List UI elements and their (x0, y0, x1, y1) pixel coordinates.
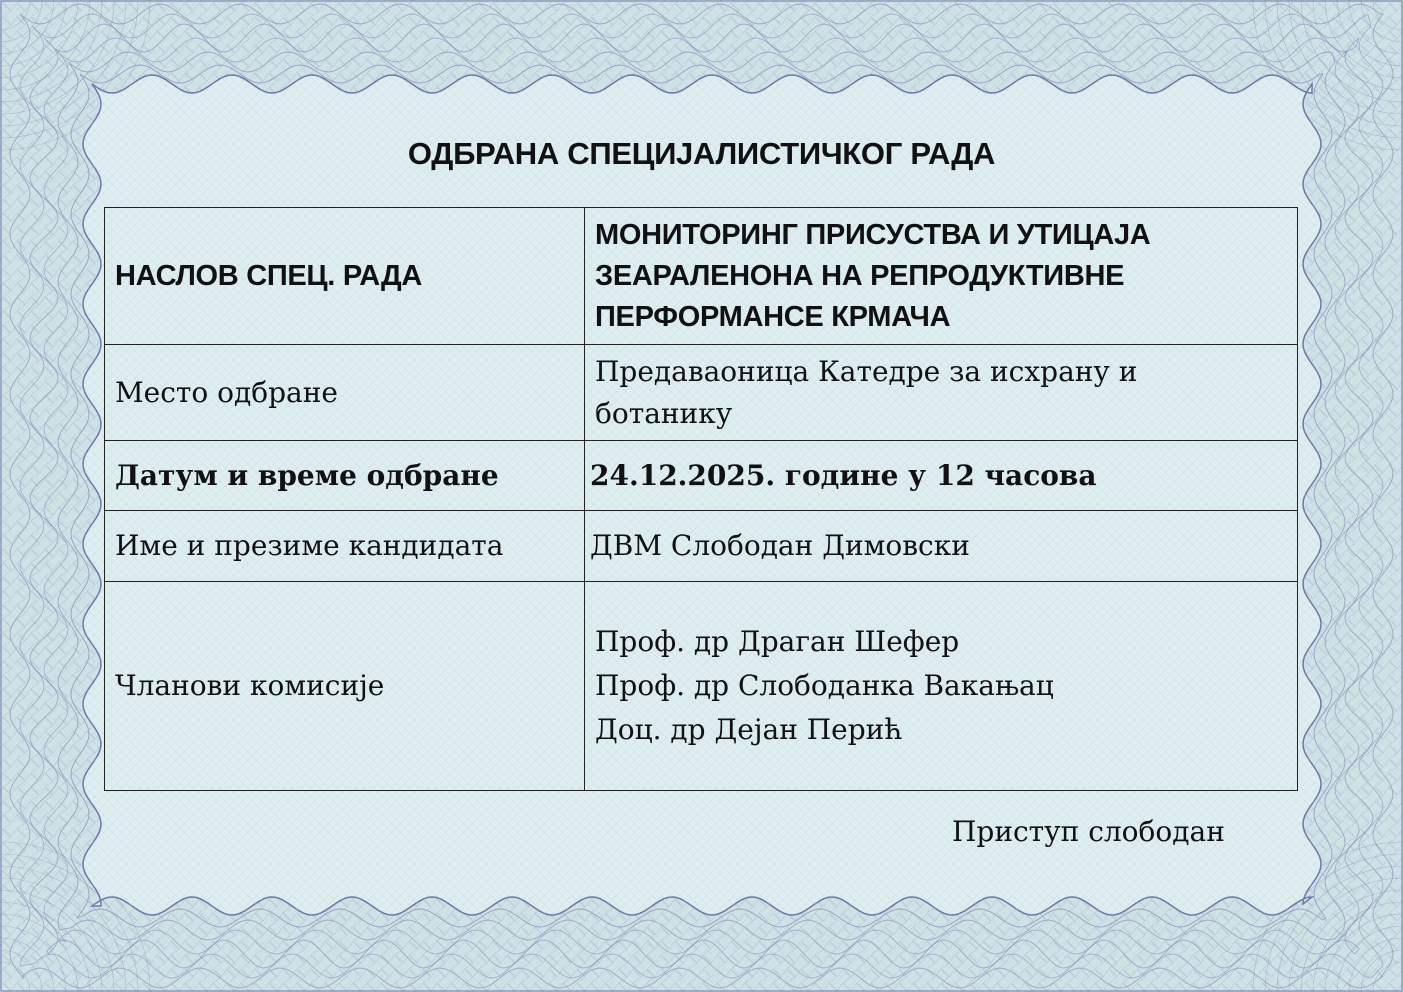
defense-info-table (104, 207, 1298, 791)
defense-location-line: ботанику (595, 396, 733, 430)
thesis-title-line: ПЕРФОРМАНСЕ КРМАЧА (595, 300, 951, 333)
defense-datetime-label: Датум и време одбране (105, 441, 585, 511)
thesis-title-line: МОНИТОРИНГ ПРИСУСТВА И УТИЦАЈА (595, 218, 1151, 251)
table-row-thesis-title (105, 208, 1298, 345)
candidate-label: Име и презиме кандидата (105, 511, 585, 582)
committee-members (585, 582, 1298, 791)
defense-location-label: Место одбране (105, 345, 585, 441)
candidate-value: ДВМ Слободан Димовски (585, 511, 1298, 582)
committee-member: Проф. др Драган Шефер (595, 625, 960, 658)
committee-label: Чланови комисије (105, 582, 585, 791)
thesis-title-value (585, 208, 1298, 345)
page-title: ОДБРАНА СПЕЦИЈАЛИСТИЧКОГ РАДА (407, 136, 996, 171)
table-row-committee (105, 582, 1298, 791)
defense-location-value (585, 345, 1298, 441)
defense-datetime-value: 24.12.2025. године у 12 часова (585, 441, 1298, 511)
table-row-defense-location (105, 345, 1298, 441)
table-row-candidate (105, 511, 1298, 582)
thesis-title-line: ЗЕАРАЛЕНОНА НА РЕПРОДУКТИВНЕ (595, 259, 1125, 292)
table-row-defense-datetime (105, 441, 1298, 511)
access-note: Приступ слободан (952, 815, 1225, 848)
defense-location-line: Предаваоница Катедре за исхрану и (595, 354, 1138, 388)
committee-member: Доц. др Дејан Перић (595, 713, 903, 746)
thesis-title-label: НАСЛОВ СПЕЦ. РАДА (105, 208, 585, 345)
committee-member: Проф. др Слободанка Вакањац (595, 669, 1054, 702)
